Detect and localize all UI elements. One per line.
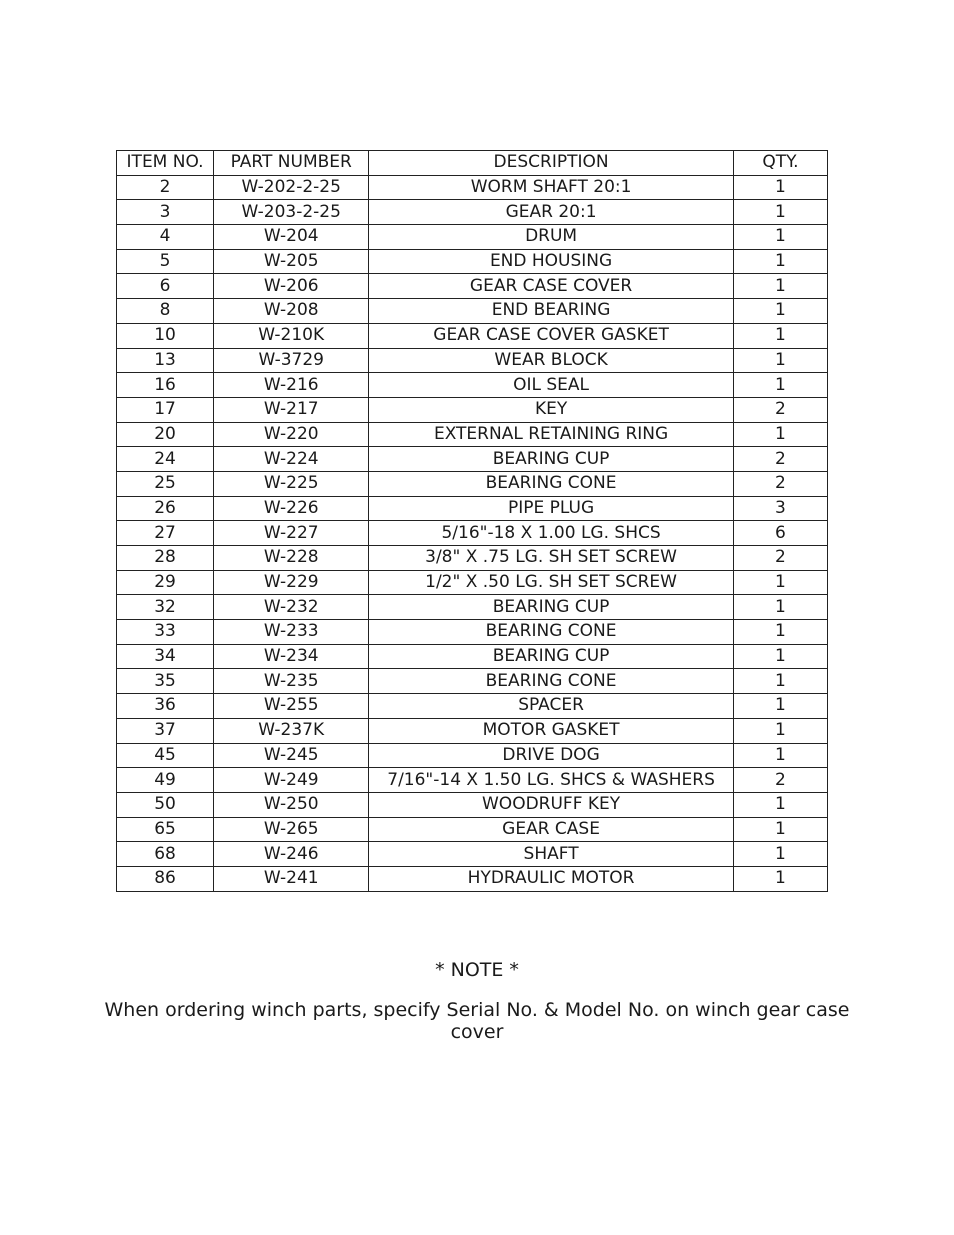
cell-item-no: 45 [117, 743, 214, 768]
cell-part-number: W-205 [214, 249, 369, 274]
cell-item-no: 16 [117, 373, 214, 398]
cell-part-number: W-220 [214, 422, 369, 447]
cell-part-number: W-228 [214, 546, 369, 571]
cell-item-no: 13 [117, 348, 214, 373]
cell-description: EXTERNAL RETAINING RING [369, 422, 734, 447]
cell-qty: 1 [733, 373, 827, 398]
header-qty: QTY. [733, 151, 827, 176]
cell-part-number: W-204 [214, 225, 369, 250]
table-row [117, 595, 828, 620]
cell-item-no: 49 [117, 768, 214, 793]
table-row [117, 200, 828, 225]
cell-description: DRUM [369, 225, 734, 250]
cell-item-no: 65 [117, 817, 214, 842]
cell-qty: 1 [733, 694, 827, 719]
table-row [117, 274, 828, 299]
cell-item-no: 5 [117, 249, 214, 274]
table-row [117, 817, 828, 842]
cell-item-no: 2 [117, 175, 214, 200]
cell-item-no: 3 [117, 200, 214, 225]
cell-part-number: W-241 [214, 866, 369, 891]
header-part-number: PART NUMBER [214, 151, 369, 176]
cell-part-number: W-237K [214, 718, 369, 743]
cell-part-number: W-3729 [214, 348, 369, 373]
cell-qty: 1 [733, 274, 827, 299]
cell-item-no: 34 [117, 644, 214, 669]
table-row [117, 768, 828, 793]
cell-part-number: W-229 [214, 570, 369, 595]
cell-part-number: W-233 [214, 620, 369, 645]
cell-qty: 1 [733, 866, 827, 891]
cell-description: 7/16"-14 X 1.50 LG. SHCS & WASHERS [369, 768, 734, 793]
cell-item-no: 37 [117, 718, 214, 743]
cell-description: WORM SHAFT 20:1 [369, 175, 734, 200]
cell-item-no: 29 [117, 570, 214, 595]
cell-qty: 1 [733, 323, 827, 348]
table-row [117, 348, 828, 373]
cell-part-number: W-227 [214, 521, 369, 546]
cell-qty: 1 [733, 842, 827, 867]
cell-description: BEARING CUP [369, 595, 734, 620]
parts-list-table [116, 150, 828, 892]
cell-qty: 1 [733, 348, 827, 373]
table-row [117, 471, 828, 496]
cell-description: OIL SEAL [369, 373, 734, 398]
table-row [117, 570, 828, 595]
cell-part-number: W-235 [214, 669, 369, 694]
cell-description: 3/8" X .75 LG. SH SET SCREW [369, 546, 734, 571]
cell-item-no: 28 [117, 546, 214, 571]
cell-item-no: 20 [117, 422, 214, 447]
table-row [117, 866, 828, 891]
cell-item-no: 17 [117, 397, 214, 422]
cell-part-number: W-249 [214, 768, 369, 793]
cell-description: BEARING CUP [369, 644, 734, 669]
table-row [117, 397, 828, 422]
cell-description: GEAR CASE COVER GASKET [369, 323, 734, 348]
cell-qty: 1 [733, 249, 827, 274]
table-row [117, 175, 828, 200]
note-text: When ordering winch parts, specify Serial No. & Model No. on winch gear case cover [104, 999, 850, 1043]
cell-description: GEAR 20:1 [369, 200, 734, 225]
cell-item-no: 68 [117, 842, 214, 867]
cell-part-number: W-206 [214, 274, 369, 299]
cell-part-number: W-232 [214, 595, 369, 620]
table-header-row [117, 151, 828, 176]
header-description: DESCRIPTION [369, 151, 734, 176]
cell-description: BEARING CUP [369, 447, 734, 472]
table-row [117, 299, 828, 324]
cell-description: 5/16"-18 X 1.00 LG. SHCS [369, 521, 734, 546]
cell-part-number: W-246 [214, 842, 369, 867]
cell-item-no: 6 [117, 274, 214, 299]
cell-part-number: W-202-2-25 [214, 175, 369, 200]
cell-item-no: 36 [117, 694, 214, 719]
cell-qty: 2 [733, 471, 827, 496]
cell-item-no: 35 [117, 669, 214, 694]
cell-part-number: W-234 [214, 644, 369, 669]
cell-part-number: W-216 [214, 373, 369, 398]
table-row [117, 546, 828, 571]
cell-part-number: W-217 [214, 397, 369, 422]
cell-description: SPACER [369, 694, 734, 719]
cell-qty: 3 [733, 496, 827, 521]
cell-qty: 6 [733, 521, 827, 546]
cell-part-number: W-225 [214, 471, 369, 496]
table-row [117, 644, 828, 669]
cell-qty: 1 [733, 817, 827, 842]
table-row [117, 620, 828, 645]
cell-description: HYDRAULIC MOTOR [369, 866, 734, 891]
cell-description: MOTOR GASKET [369, 718, 734, 743]
cell-part-number: W-224 [214, 447, 369, 472]
table-row [117, 447, 828, 472]
table-row [117, 718, 828, 743]
table-row [117, 521, 828, 546]
cell-qty: 1 [733, 200, 827, 225]
cell-description: GEAR CASE COVER [369, 274, 734, 299]
table-row [117, 323, 828, 348]
cell-qty: 1 [733, 175, 827, 200]
table-body [117, 175, 828, 891]
cell-part-number: W-250 [214, 792, 369, 817]
cell-qty: 1 [733, 644, 827, 669]
table-row [117, 743, 828, 768]
cell-item-no: 86 [117, 866, 214, 891]
cell-item-no: 24 [117, 447, 214, 472]
table-row [117, 249, 828, 274]
cell-qty: 1 [733, 620, 827, 645]
cell-description: END HOUSING [369, 249, 734, 274]
cell-qty: 1 [733, 718, 827, 743]
cell-qty: 1 [733, 595, 827, 620]
table-row [117, 496, 828, 521]
cell-qty: 1 [733, 743, 827, 768]
cell-description: WEAR BLOCK [369, 348, 734, 373]
cell-qty: 1 [733, 422, 827, 447]
cell-description: GEAR CASE [369, 817, 734, 842]
note-title: * NOTE * [435, 959, 519, 981]
cell-qty: 2 [733, 546, 827, 571]
cell-item-no: 25 [117, 471, 214, 496]
cell-item-no: 33 [117, 620, 214, 645]
cell-description: BEARING CONE [369, 471, 734, 496]
cell-qty: 1 [733, 299, 827, 324]
cell-part-number: W-208 [214, 299, 369, 324]
cell-qty: 2 [733, 397, 827, 422]
cell-item-no: 4 [117, 225, 214, 250]
cell-description: END BEARING [369, 299, 734, 324]
table-row [117, 422, 828, 447]
cell-qty: 1 [733, 792, 827, 817]
cell-qty: 1 [733, 669, 827, 694]
table-row [117, 792, 828, 817]
cell-description: DRIVE DOG [369, 743, 734, 768]
cell-part-number: W-203-2-25 [214, 200, 369, 225]
cell-qty: 1 [733, 225, 827, 250]
cell-description: 1/2" X .50 LG. SH SET SCREW [369, 570, 734, 595]
cell-description: WOODRUFF KEY [369, 792, 734, 817]
cell-item-no: 10 [117, 323, 214, 348]
cell-item-no: 8 [117, 299, 214, 324]
cell-description: SHAFT [369, 842, 734, 867]
table-row [117, 373, 828, 398]
cell-qty: 2 [733, 768, 827, 793]
cell-part-number: W-265 [214, 817, 369, 842]
table-row [117, 842, 828, 867]
cell-part-number: W-226 [214, 496, 369, 521]
cell-item-no: 26 [117, 496, 214, 521]
cell-part-number: W-255 [214, 694, 369, 719]
cell-description: BEARING CONE [369, 620, 734, 645]
cell-description: PIPE PLUG [369, 496, 734, 521]
cell-item-no: 32 [117, 595, 214, 620]
cell-qty: 1 [733, 570, 827, 595]
cell-item-no: 50 [117, 792, 214, 817]
cell-part-number: W-245 [214, 743, 369, 768]
cell-qty: 2 [733, 447, 827, 472]
cell-part-number: W-210K [214, 323, 369, 348]
table-row [117, 669, 828, 694]
table-row [117, 694, 828, 719]
header-item-no: ITEM NO. [117, 151, 214, 176]
table-row [117, 225, 828, 250]
cell-item-no: 27 [117, 521, 214, 546]
cell-description: BEARING CONE [369, 669, 734, 694]
cell-description: KEY [369, 397, 734, 422]
